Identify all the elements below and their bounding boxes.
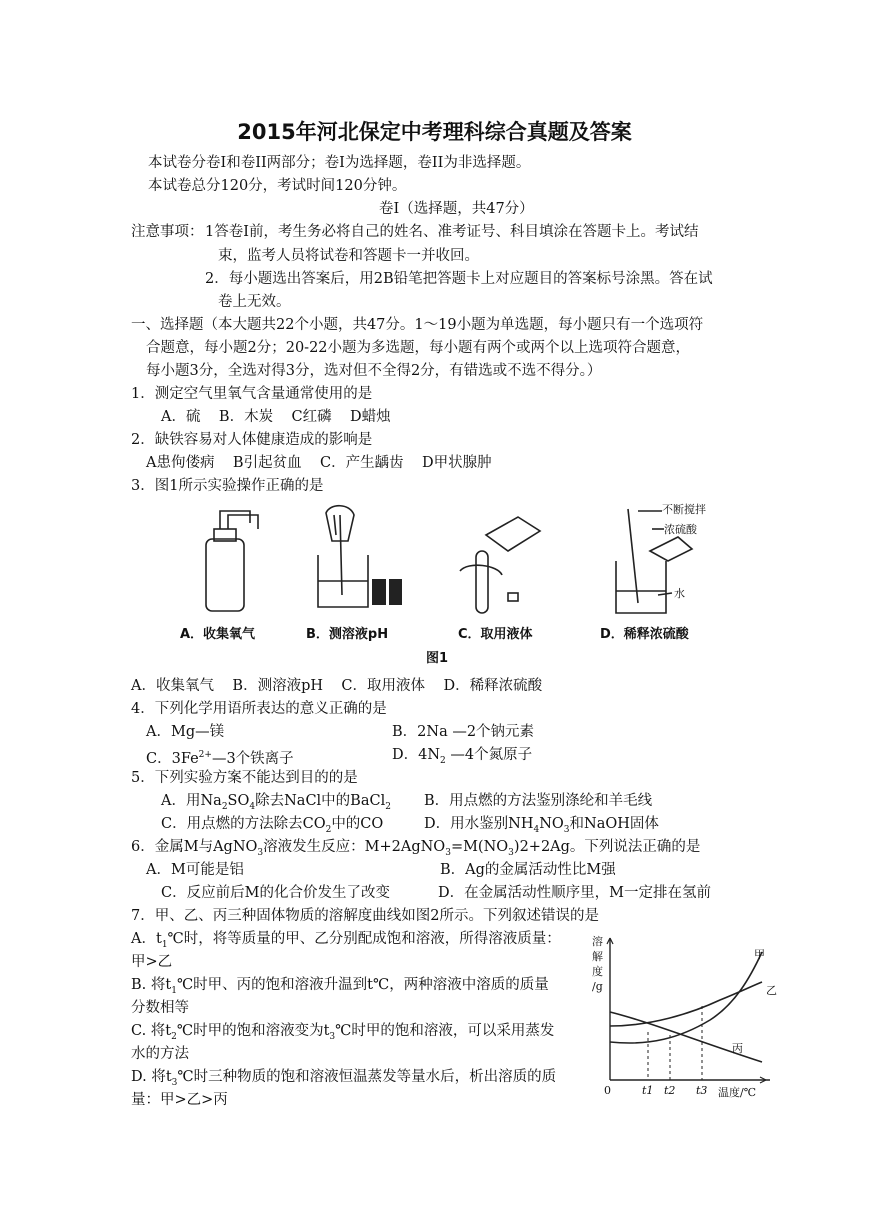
reagent-bottle-shape [486, 517, 540, 551]
q6-option-a: A．M可能是铝 [146, 862, 244, 878]
q7-option-a-line-2: 甲>乙 [131, 954, 173, 970]
part1-line-3: 每小题3分，全选对得3分，选对但不全得2分，有错选或不选不得分。） [146, 363, 602, 379]
test-tube-shape [476, 551, 488, 613]
fig2-origin: 0 [604, 1084, 611, 1097]
series-label-bing: 丙 [732, 1042, 743, 1055]
q6-option-d: D．在金属活动性顺序里，M一定排在氢前 [438, 885, 711, 901]
intro-line-2: 本试卷总分120分，考试时间120分钟。 [148, 178, 407, 194]
annot-acid: 浓硫酸 [664, 523, 697, 536]
note-1-line-1: 1答卷Ⅰ前，考生务必将自己的姓名、准考证号、科目填涂在答题卡上。考试结 [205, 224, 699, 240]
curve-yi [610, 982, 762, 1026]
q4-option-a: A．Mg—镁 [146, 724, 225, 740]
q6-option-b: B．Ag的金属活动性比M强 [440, 862, 616, 878]
fig1-caption: 图1 [426, 651, 449, 666]
q7-option-c-line-2: 水的方法 [131, 1046, 189, 1062]
beaker-d-shape [616, 561, 666, 613]
gas-bottle-shape [206, 539, 244, 611]
tick-t2: t2 [664, 1084, 676, 1097]
note-2-line-2: 卷上无效。 [218, 294, 291, 310]
inlet-tube-shape [220, 511, 250, 529]
q5-stem: 5．下列实验方案不能达到目的的是 [131, 770, 358, 786]
acid-bottle-shape [650, 537, 692, 561]
note-2-line-1: 2．每小题选出答案后，用2B铅笔把答题卡上对应题目的答案标号涂黑。答在试 [205, 271, 713, 287]
stirring-rod-shape [628, 509, 638, 603]
q3-stem: 3．图1所示实验操作正确的是 [131, 478, 324, 494]
q6-option-c: C．反应前后M的化合价发生了改变 [161, 885, 390, 901]
figure-1 [168, 495, 728, 670]
q7-option-d-line-1: D. 将$t_3℃$时三种物质的饱和溶液恒温蒸发等量水后，析出溶质的质 [131, 1069, 557, 1088]
q7-option-b-line-2: 分数相等 [131, 1000, 189, 1016]
q7-stem: 7．甲、乙、丙三种固体物质的溶解度曲线如图2所示。下列叙述错误的是 [131, 908, 599, 924]
fig1-label-c: C．取用液体 [458, 627, 533, 642]
hand-c-shape [460, 565, 502, 575]
annot-stir: 不断搅拌 [662, 503, 706, 516]
q3-options: A．收集氧气 B．测溶液pH C．取用液体 D．稀释浓硫酸 [131, 678, 543, 694]
q7-option-a-line-1: A．$t_1℃$时，将等质量的甲、乙分别配成饱和溶液，所得溶液质量： [131, 931, 561, 950]
fig1-label-d: D．稀释浓硫酸 [600, 627, 689, 642]
q5-option-a: A．用$Na_2SO_4$除去NaCl中的BaCl$_2$ [161, 793, 391, 812]
q1-options: A．硫 B．木炭 C红磷 D蜡烛 [161, 409, 391, 425]
q4-option-b: B．2Na —2个钠元素 [392, 724, 535, 740]
tick-t3: t3 [696, 1084, 708, 1097]
fig2-ylabel: 溶 解 度 /g [592, 935, 603, 993]
q5-option-b: B．用点燃的方法鉴别涤纶和羊毛线 [424, 793, 653, 809]
bottle-cap-shape [508, 593, 518, 601]
q7-option-c-line-1: C. 将$t_2℃$时甲的饱和溶液变为$t_3℃$时甲的饱和溶液，可以采用蒸发 [131, 1023, 555, 1042]
q7-option-b-line-1: B. 将$t_1℃$时甲、丙的饱和溶液升温到t℃，两种溶液中溶质的质量 [131, 977, 549, 996]
part1-line-2: 合题意，每小题2分；20-22小题为多选题，每小题有两个或两个以上选项符合题意， [146, 340, 691, 356]
series-label-jia: 甲 [754, 948, 765, 961]
q4-option-d: D．$4N_2$ —4个氮原子 [392, 747, 533, 766]
q6-stem: 6．金属M与AgNO$_3$溶液发生反应：$M+2AgNO_3=M(NO_3)2+2Ag$。下列说法正确的是 [131, 839, 701, 858]
q2-options: A患佝偻病 B引起贫血 C．产生龋齿 D甲状腺肿 [146, 455, 492, 471]
q2-stem: 2．缺铁容易对人体健康造成的影响是 [131, 432, 373, 448]
fig2-xlabel: 温度/℃ [718, 1086, 757, 1099]
q5-option-d: D．用水鉴别$NH_4NO_3$和NaOH固体 [424, 816, 659, 835]
q5-option-c: C．用点燃的方法除去$CO_2$中的CO [161, 816, 384, 835]
q7-option-d-line-2: 量：甲>乙>丙 [131, 1092, 228, 1108]
tick-t1: t1 [642, 1084, 654, 1097]
water-pointer-shape [658, 593, 672, 595]
page-title: 2015年河北保定中考理科综合真题及答案 [237, 120, 632, 144]
fig1-label-a: A．收集氧气 [180, 627, 256, 642]
note-1-line-2: 束，监考人员将试卷和答题卡一并收回。 [218, 248, 479, 264]
fig1-label-b: B．测溶液pH [306, 627, 389, 642]
intro-line-1: 本试卷分卷Ⅰ和卷II两部分；卷Ⅰ为选择题，卷II为非选择题。 [148, 155, 531, 171]
section-heading: 卷Ⅰ（选择题，共47分） [379, 201, 534, 217]
part1-line-1: 一、选择题（本大题共22个小题，共47分。1～19小题为单选题，每小题只有一个选项符 [131, 317, 704, 333]
series-label-yi: 乙 [766, 984, 777, 997]
outlet-tube-shape [228, 515, 258, 529]
q4-option-c: C．$3Fe^{2+}—3$个铁离子 [146, 750, 294, 767]
glass-rod-shape [334, 515, 342, 595]
figure-2-solubility-chart [590, 934, 780, 1104]
q1-stem: 1．测定空气里氧气含量通常使用的是 [131, 386, 373, 402]
curve-jia [610, 952, 762, 1043]
q4-stem: 4．下列化学用语所表达的意义正确的是 [131, 701, 387, 717]
notes-label: 注意事项： [131, 224, 204, 240]
annot-water: 水 [674, 587, 685, 600]
